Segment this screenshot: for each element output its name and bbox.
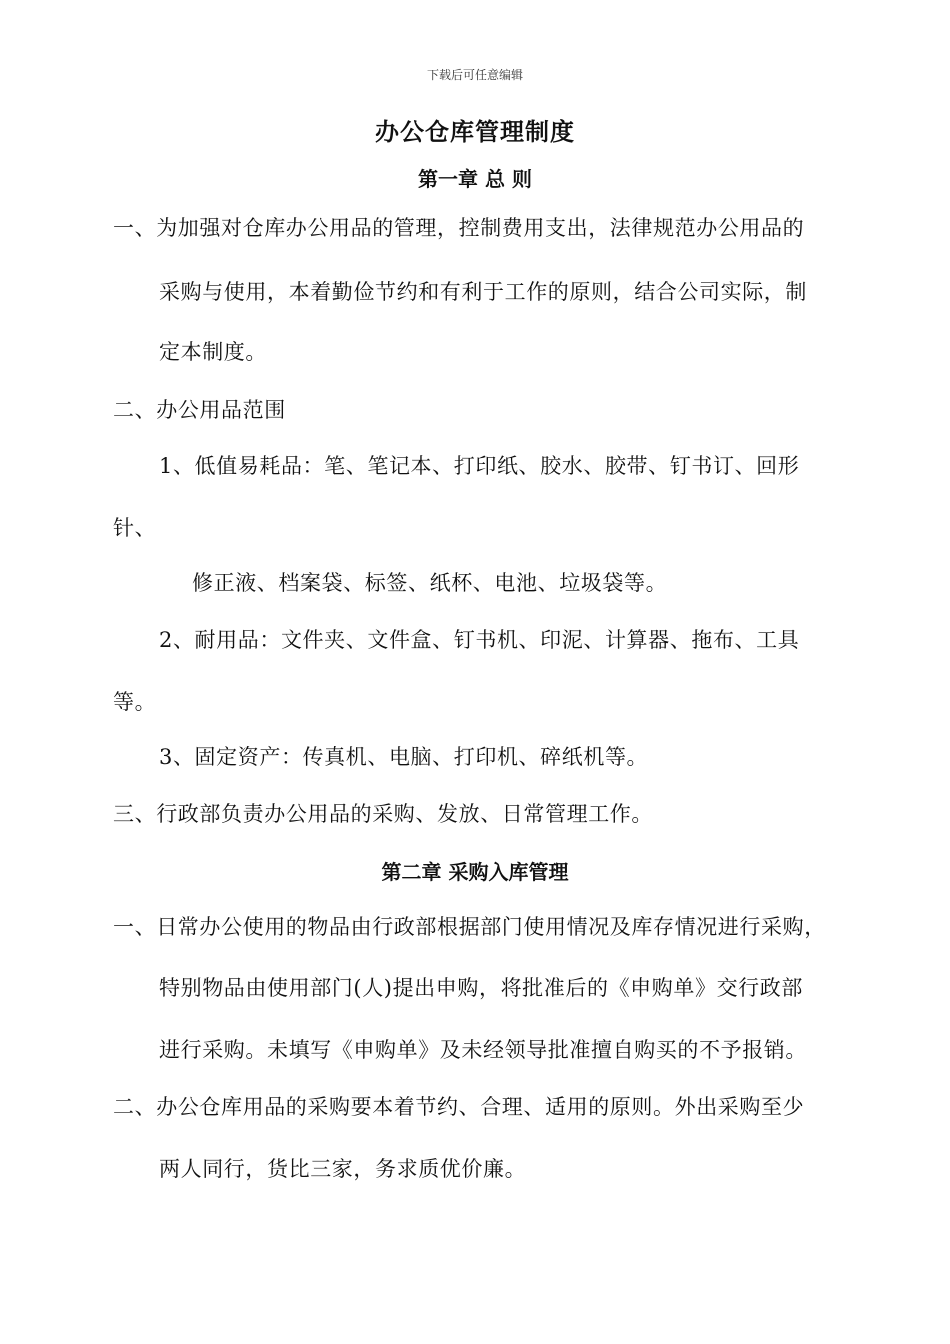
chapter-2-p1-line-2: 特别物品由使用部门(人)提出申购，将批准后的《申购单》交行政部: [159, 976, 803, 1000]
section-3-line-1: 三、行政部负责办公用品的采购、发放、日常管理工作。: [113, 802, 653, 826]
document-title: 办公仓库管理制度: [375, 117, 575, 146]
item-1-line-3: 修正液、档案袋、标签、纸杯、电池、垃圾袋等。: [192, 571, 668, 595]
item-2-line-1: 2、耐用品：文件夹、文件盒、钉书机、印泥、计算器、拖布、工具: [159, 628, 800, 652]
chapter-2-p2-line-1: 二、办公仓库用品的采购要本着节约、合理、适用的原则。外出采购至少: [113, 1095, 805, 1119]
item-1-line-2: 针、: [113, 516, 157, 540]
section-1-line-1: 一、为加强对仓库办公用品的管理，控制费用支出，法律规范办公用品的: [113, 216, 805, 240]
chapter-2-p2-line-2: 两人同行，货比三家，务求质优价廉。: [159, 1157, 527, 1181]
item-3-line-1: 3、固定资产：传真机、电脑、打印机、碎纸机等。: [159, 745, 649, 769]
chapter-2-p1-line-3: 进行采购。未填写《申购单》及未经领导批准擅自购买的不予报销。: [159, 1038, 807, 1062]
section-2-heading: 二、办公用品范围: [113, 398, 286, 422]
section-1-line-2: 采购与使用，本着勤俭节约和有利于工作的原则，结合公司实际，制: [159, 280, 807, 304]
chapter-2-heading: 第二章 采购入库管理: [381, 860, 569, 884]
section-1-line-3: 定本制度。: [159, 340, 267, 364]
item-2-line-2: 等。: [113, 690, 157, 714]
chapter-1-heading: 第一章 总 则: [418, 167, 532, 191]
item-1-line-1: 1、低值易耗品：笔、笔记本、打印纸、胶水、胶带、钉书订、回形: [159, 454, 800, 478]
chapter-2-p1-line-1: 一、日常办公使用的物品由行政部根据部门使用情况及库存情况进行采购，: [113, 915, 826, 939]
page-header: 下载后可任意编辑: [426, 68, 523, 82]
